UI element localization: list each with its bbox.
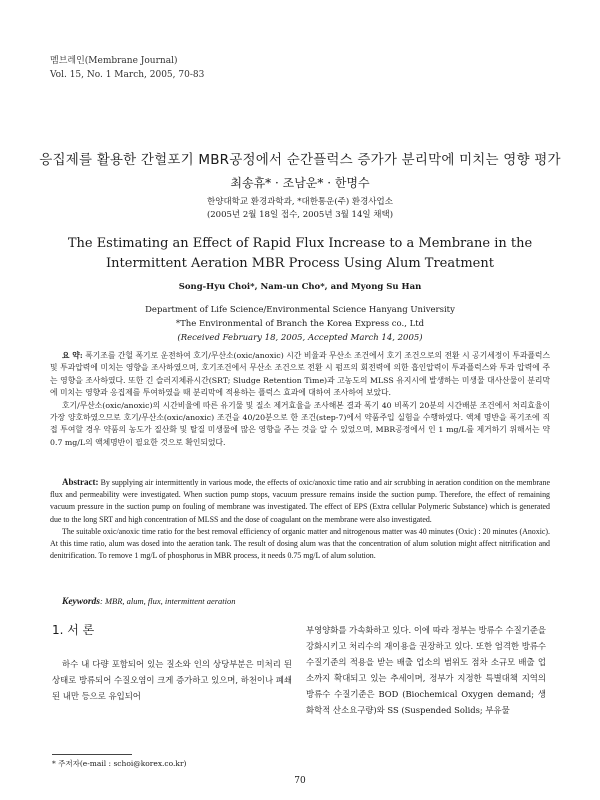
abstract-english-paragraph-2: The suitable oxic/anoxic time ratio for the best removal efficiency of organic matter and nitrogenous matter was 40 minutes (Oxic) : 20 minutes (Anoxic). At this time ratio, alum was dosed into the aeration tank. The result of dosing alum was that the concentration of alum solution might affect nitrification and denitrification. To remove 1 mg/L of phosphorus in MBR process, it needs 0.75 mg/L of alum solution. [50, 526, 550, 561]
journal-header [50, 54, 204, 82]
authors-korean: 최송휴* · 조남운* · 한명수 [230, 176, 370, 190]
footnote-rule [52, 754, 132, 755]
abstract-english-label: Abstract: [62, 477, 99, 487]
introduction-paragraph-left: 하수 내 다량 포함되어 있는 질소와 인의 상당부분은 미처리 된 상태로 방류되어 수질오염이 크게 증가하고 있으며, 하천이나 폐쇄된 내만 등으로 유입되어 [52, 659, 292, 701]
affiliation-english [0, 303, 600, 345]
page-number: 70 [294, 776, 306, 786]
body-column-right [306, 622, 546, 718]
affiliation-english-line-1: Department of Life Science/Environmental Science Hanyang University [145, 305, 455, 315]
body-column-left [52, 622, 292, 704]
keywords-label: Keywords [62, 597, 100, 607]
journal-name: 멤브레인(Membrane Journal) [50, 56, 178, 66]
title-korean: 응집제를 활용한 간헐포기 MBR공정에서 순간플럭스 증가가 분리막에 미치는 영향 평가 [39, 152, 561, 168]
affiliation-english-line-2: *The Environmental of Branch the Korea Express co., Ltd [175, 319, 425, 329]
abstract-korean-paragraph-2: 호기/무산소(oxic/anoxic)의 시간비율에 따른 유기물 및 질소 제거효율을 조사해본 결과 폭기 40 비폭기 20분의 시간배분 조건에서 처리효율이 가장 양호하였으므로 호기/무산소(oxic/anoxic) 조건을 40/20분으로 한 조건(step-7)에서 약품주입 실험을 수행하였다. 액체 명반을 폭기조에 직접 투여할 경우 약품의 농도가 질산화 및 탈질 미생물에 많은 영향을 주는 것을 알 수 있었으며, MBR공정에서 인 1 mg/L를 제거하기 위해서는 약 0.7 mg/L의 액체명반이 필요한 것으로 확인되었다. [50, 400, 550, 447]
keywords-line [62, 596, 236, 607]
affiliation-korean-line: 한양대학교 환경과학과, *대한통운(주) 환경사업소 [207, 197, 393, 207]
title-english: The Estimating an Effect of Rapid Flux Increase to a Membrane in the Intermittent Aeration MBR Process Using Alum Treatment [67, 236, 533, 271]
journal-volume: Vol. 15, No. 1 March, 2005, 70-83 [50, 70, 205, 80]
introduction-paragraph-right: 부영양화를 가속화하고 있다. 이에 따라 정부는 방류수 수질기준을 강화시키고 처리수의 재이용을 권장하고 있다. 또한 엄격한 방류수 수질기준의 적용을 받는 배출 업소의 범위도 점차 소규모 배출 업소까지 확대되고 있는 추세이며, 정부가 지정한 특별대책 지역의 방류수 수질기준은 BOD (Biochemical Oxygen demand; 생화학적 산소요구량)와 SS (Suspended Solids; 부유물 [306, 625, 546, 715]
abstract-english-paragraph-1 [50, 476, 550, 526]
received-dates-english: (Received February 18, 2005, Accepted March 14, 2005) [177, 333, 423, 343]
abstract-korean-text-1: 폭기조를 간헐 폭기로 운전하여 호기/무산소(oxic/anoxic) 시간 비율과 무산소 조건에서 호기 조건으로의 전환 시 공기세정이 투과플럭스 및 투과압력에 미치는 영향을 조사하였으며, 호기조건에서 무산소 조건으로 전환 시 펌프의 회전력에 의한 흡인압력이 투과플럭스와 투과 압력에 주는 영향을 조사하였다. 또한 긴 슬러지체류시간(SRT; Sludge Retention Time)과 고농도의 MLSS 유지시에 발생하는 미생물 대사산물이 분리막에 미치는 영향과 응집제를 투여하였을 때 분리막에 적용하는 플럭스 효과에 대하여 조사하여 보았다. [50, 351, 551, 398]
dates-korean: (2005년 2월 18일 접수, 2005년 3월 14일 채택) [206, 210, 394, 220]
affiliation-korean [0, 196, 600, 222]
abstract-korean-label: 요 약: [62, 351, 83, 360]
authors-english: Song-Hyu Choi*, Nam-un Cho*, and Myong Su Han [178, 282, 422, 292]
footnote-corresponding-author: * 주저자(e-mail : schoi@korex.co.kr) [52, 759, 187, 768]
keywords-text: : MBR, alum, flux, intermittent aeration [100, 596, 236, 606]
abstract-english [50, 476, 550, 562]
abstract-english-text-1: By supplying air intermittently in various mode, the effects of oxic/anoxic time ratio and air scrubbing in aeration condition on the membrane flux and permeability were investigated. When suction pump stops, vacuum pressure remains inside the suction pump. Therefore, the effect of remaining vacuum pressure in the suction pump on fouling of membrane was investigated. The effect of EPS (Extra cellular Polymeric Substance) which is generated due to the long SRT and high concentration of MLSS and the dose of coagulant on the membrane were also investigated. [50, 478, 550, 524]
abstract-korean [50, 350, 550, 449]
section-heading-introduction: 1. 서 론 [52, 623, 95, 637]
abstract-korean-paragraph-1 [50, 350, 550, 400]
